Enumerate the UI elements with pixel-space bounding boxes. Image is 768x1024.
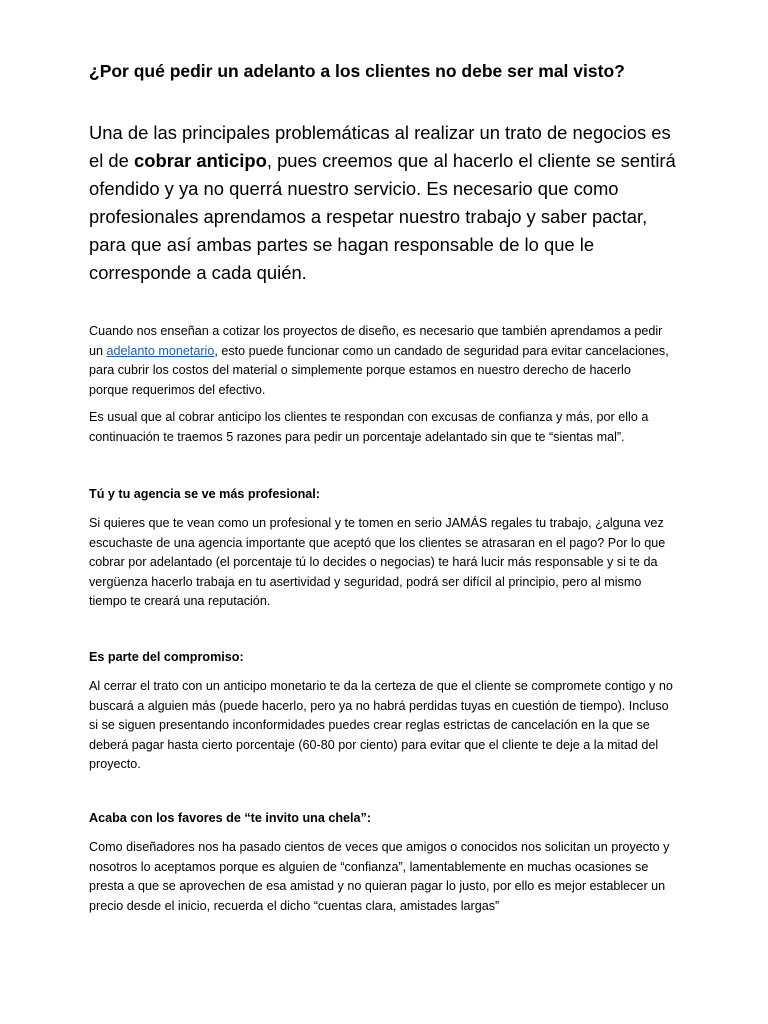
intro-text-end: , pues creemos que al hacerlo el cliente se sentirá ofendido y ya no querrá nuestro servicio. Es necesario que como profesionales aprendamos a respetar nuestro trabajo y saber pactar, para que así ambas partes se hagan responsable de lo que le corresponde a cada quién. [89, 150, 676, 283]
section-heading-compromiso: Es parte del compromiso: [89, 650, 244, 664]
section-heading-profesional: Tú y tu agencia se ve más profesional: [89, 487, 320, 501]
section-body-compromiso: Al cerrar el trato con un anticipo monetario te da la certeza de que el cliente se compromete contigo y no buscará a alguien más (puede hacerlo, pero ya no habrá perdidas tuyas en cuestión de tiempo). Incluso si se siguen presentando inconformidades puedes crear reglas estrictas de cancelación en la que se deberá pagar hasta cierto porcentaje (60-80 por ciento) para evitar que el cliente te deje a la mitad del proyecto. [89, 679, 673, 772]
paragraph-1-text-end: , esto puede funcionar como un candado de seguridad para evitar cancelaciones, para cubrir los costos del material o simplemente porque estamos en nuestro derecho de hacerlo porque requerimos del efectivo. [89, 343, 669, 397]
intro-bold-phrase: cobrar anticipo [134, 150, 267, 171]
section-heading-favores: Acaba con los favores de “te invito una chela”: [89, 811, 372, 825]
intro-paragraph [89, 119, 679, 287]
intro-text-start: Una de las principales problemáticas al realizar un trato de negocios es el de [89, 122, 671, 171]
article-title: ¿Por qué pedir un adelanto a los clientes no debe ser mal visto? [89, 61, 625, 81]
section-body-profesional: Si quieres que te vean como un profesional y te tomen en serio JAMÁS regales tu trabajo, ¿alguna vez escuchaste de una agencia importante que aceptó que los clientes se atrasaran en el pago? Por lo que cobrar por adelantado (el porcentaje tú lo decides o negocias) te hará lucir más responsable y si te da vergüenza hacerlo trabaja en tu asertividad y seguridad, podrá ser difícil al principio, pero al mismo tiempo te creará una reputación. [89, 516, 666, 609]
body-paragraph-2: Es usual que al cobrar anticipo los clientes te respondan con excusas de confianza y más, por ello a continuación te traemos 5 razones para pedir un porcentaje adelantado sin que te “sientas mal”. [89, 410, 649, 444]
paragraph-1-text-start: Cuando nos enseñan a cotizar los proyectos de diseño, es necesario que también aprendamos a pedir un [89, 324, 663, 358]
section-body-favores: Como diseñadores nos ha pasado cientos de veces que amigos o conocidos nos solicitan un proyecto y nosotros lo aceptamos porque es alguien de “confianza”, lamentablemente en muchas ocasiones se presta a que se aprovechen de esa amistad y no quieran pagar lo justo, por ello es mejor establecer un precio desde el inicio, recuerda el dicho “cuentas clara, amistades largas” [89, 840, 670, 913]
body-paragraph-1 [89, 322, 669, 400]
adelanto-monetario-link[interactable]: adelanto monetario [106, 343, 215, 358]
